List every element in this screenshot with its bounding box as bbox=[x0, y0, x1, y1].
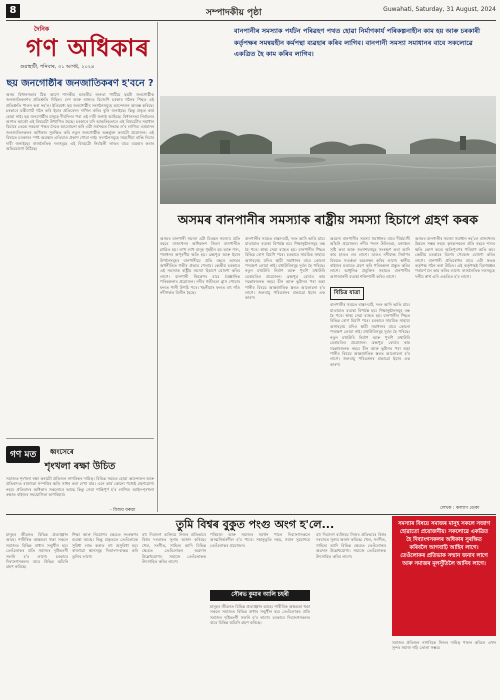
bottom-text-2: শিক্ষা আৰু নিয়োগৰ ক্ষেত্ৰত সংৰক্ষণৰ ব্যৱস্থা আছে। কিন্তু প্ৰকৃততে তেওঁলোকে সুবিধা লাভ কৰাত বহু অসুবিধা হয়। ৰাজহুৱা স্থানসমূহ দিব্যাংগ-বান্ধৱ কৰি তুলিব লাগে। bbox=[72, 532, 138, 559]
column-rule bbox=[157, 22, 158, 512]
bottom-text-1: মানুহৰ জীৱনত বিভিন্ন প্ৰত্যাহ্বান আহে। শাৰীৰিক অক্ষমতা থকা সকলে সমাজত বিভিন্ন বাধাৰ সন্মুখীন হয়। তেওঁলোকৰ প্ৰতি সমাজৰ দৃষ্টিভংগী সলনি হ'ব লাগে। চৰকাৰে দিব্যাংগসকলৰ বাবে বিভিন্ন আঁচনি গ্ৰহণ কৰিছে। bbox=[6, 532, 68, 570]
main-article-text-4: অসমৰ বানপানীৰ সমস্যা সমাধান নহ'লে ৰাজ্যখনৰ উন্নয়ন সম্ভৱ নহয়। কৃষকসকলে প্ৰতি বছৰে শস্যৰ ক্ষতি ভোগ কৰে। ক্ষতিপূৰণৰ পৰিমাণ অতি কম। কেন্দ্ৰীয় চৰকাৰে বিশেষ পেকেজ ঘোষণা কৰিব লাগে। বানপানী প্ৰতিৰোধৰ বাবে এটা স্বতন্ত্ৰ কৰ্তৃপক্ষ গঠন কৰা উচিত। এই কৰ্তৃপক্ষই বিশেষজ্ঞৰ পৰামৰ্শ লৈ কাম কৰিব লাগে। ৰাজনৈতিক দলসমূহে দলীয় স্বাৰ্থ এৰি একত্ৰিত হ'ব লাগে। bbox=[415, 236, 495, 279]
bottom-headline: তুমি বিশ্বৰ বুকুত পংগু অংগ হ'লে... bbox=[175, 518, 335, 531]
main-article-text-3: অৱশ্যে বানপানীৰ সমস্যা সমাধানৰ বাবে দীৰ্ঘম্যাদী আঁচনি প্ৰয়োজন। নদীৰ পলস উলিওৱা, বনাঞ্চল সৃষ্টি কৰা আৰু জলাশয়সমূহ সংৰক্ষণ কৰা আদি কাম হাতত লব লাগে। ডাঙৰ নদীবান্ধ নিৰ্মাণৰ বিষয়ত সতৰ্কতা অৱলম্বন কৰিব লাগে। স্থানীয় ৰাইজৰ মতামত গ্ৰহণ কৰি পৰিকল্পনা প্ৰস্তুত কৰিব লাগে। আধুনিক প্ৰযুক্তিৰ সহায়ত বানপানীৰ আগজাননী ব্যৱস্থা শক্তিশালী কৰিব লাগে। bbox=[330, 236, 410, 279]
masthead-kicker: দৈনিক bbox=[34, 26, 50, 33]
page-number: 8 bbox=[6, 4, 20, 18]
bottom-text-3: বহু দিব্যাংগ ব্যক্তিয়ে নিজৰ প্ৰতিভাৰে বিশ্বৰ দৰবাৰত সুনাম অৰ্জন কৰিছে। খেল, সংগীত, সাহিত্য আদি বিভিন্ন ক্ষেত্ৰত তেওঁলোকৰ অৱদান উল্লেখযোগ্য। সমাজে তেওঁলোকক উৎসাহিত কৰিব লাগে। bbox=[142, 532, 206, 565]
side-highlight-box bbox=[392, 516, 496, 636]
bottom-col-2 bbox=[72, 532, 138, 696]
masthead-logo: গণ অধিকাৰ bbox=[26, 33, 150, 62]
bottom-col-1 bbox=[6, 532, 68, 696]
gana-mat-label: ধ্বংসেৰে bbox=[50, 448, 74, 456]
main-article-text-1: অসমৰ বানপানী সমস্যা এটা চিৰন্তন সমস্যা। প্ৰতি বছৰে ৰাজ্যখনৰ অধিকাংশ জিলা বানপানীত প্লাৱিত হয়। লাখ লাখ মানুহ গৃহহীন হয় আৰু শস্য, পশুধনৰ অপূৰণীয় ক্ষতি হয়। ব্ৰহ্মপুত্ৰ আৰু ইয়াৰ উপনৈসমূহৰ বানপানীয়ে প্ৰতি বছৰে অসমৰ অৰ্থনীতিত গভীৰ প্ৰভাৱ পেলায়। কেন্দ্ৰীয় চৰকাৰে এই সমস্যাক ৰাষ্ট্ৰীয় সমস্যা হিচাপে ঘোষণা কৰিব লাগে। বানপানী নিয়ন্ত্ৰণৰ বাবে বৈজ্ঞানিক পৰিকল্পনাৰ প্ৰয়োজন। নদীৰ গভীৰতা হ্ৰাস পোৱাৰ ফলত পানী উপচি পৰে। খহনীয়াৰ ফলত বহু গাঁও নদীগৰ্ভত বিলীন হৈছে। bbox=[160, 236, 240, 296]
editorial-title: ছয় জনগোষ্ঠীৰ জনজাতিকৰণ হ'বনে ? bbox=[6, 78, 154, 89]
masthead-date: গুৱাহাটী, শনিবাৰ, ৩১ আগষ্ট, ২০২৪ bbox=[20, 64, 95, 70]
gana-mat-title: শৃংখলা ৰক্ষা উচিত bbox=[44, 461, 116, 472]
page-header bbox=[6, 4, 496, 18]
section-title: সম্পাদকীয় পৃষ্ঠা bbox=[206, 8, 262, 18]
bottom-col-3 bbox=[142, 532, 206, 696]
side-footnote-text: সমাজৰ প্ৰতিজন নাগৰিকে নিজৰ দায়িত্ব পালন কৰিলে এখন সুন্দৰ সমাজ গঢ়ি তোলা সম্ভৱ। bbox=[392, 640, 496, 651]
side-highlight-text: সমস্যাৰ বিষয়ে সমাজৰ মানুহ সকলে সজাগ হোৱাতো প্ৰয়োজনীয়। সকলোৱে একত্ৰিত হৈ দিব্যাংগসকলৰ অধিকাৰ সুৰক্ষিত কৰিবলৈ আগবাঢ়ি আহিব লাগে। তেওঁলোকৰ প্ৰতিভাক সন্মান জনাব লাগে আৰু সমাজৰ মূলসুঁতিলৈ আনিব লাগে। bbox=[397, 521, 491, 567]
dateline: Guwahati, Saturday, 31 August, 2024 bbox=[383, 6, 496, 13]
editorial bbox=[6, 78, 154, 438]
gana-mat-logo: গণ মত bbox=[6, 446, 40, 463]
gana-mat-writer: - বিজয় বৰুৱা bbox=[110, 508, 136, 513]
editorial-body: অসম বিধানসভাৰ ঠিক আগে শাসকীয় ভাৰতীয় জনতা পাৰ্টিয়ে ছয়টা জনগোষ্ঠীক জনজাতিকৰণৰ প্ৰতিশ্ৰুতি দিছিল। দেশ আৰু ৰাজ্যত বিজেপি চৰকাৰ গঠনৰ পিছত এই প্ৰতিশ্ৰুতি পালন কৰা নহ'ল। ইতিমধ্যে ছয় জনগোষ্ঠীৰ সংগঠনসমূহে আন্দোলন আৰম্ভ কৰিছে। চৰকাৰে মন্ত্ৰীগোট গঠন কৰি ইয়াৰ প্ৰতিবেদন দাখিল কৰিব বুলি জনাইছে। কিন্তু প্ৰকৃত কাৰ্য হোৱা নাই। ছয় জনগোষ্ঠীৰ মানুহে দীৰ্ঘদিনৰ পৰা এই দাবী জনাই আহিছে। বিধানসভা নিৰ্বাচনৰ আগত আকৌ এই বিষয়টো উত্থাপিত হৈছে। চৰকাৰে যদি আন্তৰিকতাৰে এই বিষয়টোৰ সমাধান বিচাৰে তেন্তে সকলো পক্ষৰ সৈতে আলোচনা কৰি এটা সৰ্বসন্মত সিদ্ধান্ত ল'ব লাগিব। বৰ্তমানৰ জনজাতিসকলৰ অধিকাৰ সুৰক্ষিত কৰি নতুন জনগোষ্ঠীক অন্তৰ্ভুক্ত কৰাটো প্ৰয়োজন। এই বিষয়ত চৰকাৰৰ স্পষ্ট অৱস্থান এতিয়াও প্ৰকাশ পোৱা নাই। সংগঠনসমূহে সময়সীমা বান্ধি দিয়াৰ দাবী জনাইছে। ৰাজনৈতিক দলসমূহে এই বিষয়টো নিৰ্বাচনী লাভৰ বাবে ব্যৱহাৰ কৰাৰ অভিযোগো উঠিছে। bbox=[6, 92, 154, 152]
divider bbox=[6, 438, 154, 439]
bottom-text-5: মানুহৰ জীৱনত বিভিন্ন প্ৰত্যাহ্বান আহে। শাৰীৰিক অক্ষমতা থকা সকলে সমাজত বিভিন্ন বাধাৰ সন্মুখীন হয়। তেওঁলোকৰ প্ৰতি সমাজৰ দৃষ্টিভংগী সলনি হ'ব লাগে। চৰকাৰে দিব্যাংগসকলৰ বাবে বিভিন্ন আঁচনি গ্ৰহণ কৰিছে। bbox=[210, 604, 310, 626]
pull-quote-text: বানপানীৰ সমস্যাক পৰ্যটন পৰিৱহণ পথত হোৱা নিৰ্মাণকাৰ্য পৰিকল্পনাহীন কাম হয় আৰু চৰকাৰী কৰ্তৃপক্ষৰ সমন্বয়হীন কৰ্মপন্থা ব্যৱহাৰ কৰিব লাগিব। বানপানী সমস্যা সমাধানৰ বাবে সকলোৱে একত্ৰিত হৈ কাম কৰিব লাগিব। bbox=[234, 27, 481, 59]
main-article-text-2: বানপানীৰ সময়ত ৰাস্তা-ঘাট, দলং আদি ভাঙি যায়। যাতায়াত ব্যৱস্থা বিপৰ্যস্ত হয়। শিক্ষানুষ্ঠানসমূহ বন্ধ হৈ পৰে। স্বাস্থ্য সেৱা ব্যাহত হয়। বানপানীৰ পিছত বিভিন্ন ৰোগ বিয়পি পৰে। চৰকাৰে সাময়িক সাহায্য আগবঢ়ায় যদিও স্থায়ী সমাধানৰ বাবে কোনো পদক্ষেপ লোৱা নাই। মথাউৰিসমূহ দুৰ্বল হৈ পৰিছে। নতুন মথাউৰি নিৰ্মাণ আৰু পুৰণি মথাউৰি মেৰামতিৰ প্ৰয়োজন। ব্ৰহ্মপুত্ৰ বোৰ্ডৰ কাম সন্তোষজনক নহয়। চীন আৰু ভূটানৰ পৰা অহা পানীৰ বিষয়ে আন্তৰ্জাতিক স্তৰত আলোচনা হ'ব লাগে। জলবায়ু পৰিৱৰ্তনৰ প্ৰভাৱো ইয়াৰ এক কাৰণ। bbox=[245, 236, 325, 301]
gana-mat-body: সমাজত শৃংখলা ৰক্ষা কৰাটো প্ৰতিজন নাগৰিকৰ দায়িত্ব। বিভিন্ন সময়ত হোৱা আন্দোলন আৰু প্ৰতিবাদত ৰাজহুৱা সম্পত্তিৰ ক্ষতি সাধন কৰা দেখা যায়। এনে কাৰ্য কোনো পধ্যেই গ্ৰহণযোগ্য নহয়। প্ৰতিবাদৰ অধিকাৰ সকলোৰে আছে কিন্তু সেয়া শান্তিপূৰ্ণ হ'ব লাগিব। আইন-শৃংখলা ৰক্ষাত ৰাইজৰ সহযোগিতা অপৰিহাৰ্য। bbox=[6, 476, 154, 498]
main-article-text-3b: বানপানীৰ সময়ত ৰাস্তা-ঘাট, দলং আদি ভাঙি যায়। যাতায়াত ব্যৱস্থা বিপৰ্যস্ত হয়। শিক্ষানুষ্ঠানসমূহ বন্ধ হৈ পৰে। স্বাস্থ্য সেৱা ব্যাহত হয়। বানপানীৰ পিছত বিভিন্ন ৰোগ বিয়পি পৰে। চৰকাৰে সাময়িক সাহায্য আগবঢ়ায় যদিও স্থায়ী সমাধানৰ বাবে কোনো পদক্ষেপ লোৱা নাই। মথাউৰিসমূহ দুৰ্বল হৈ পৰিছে। নতুন মথাউৰি নিৰ্মাণ আৰু পুৰণি মথাউৰি মেৰামতিৰ প্ৰয়োজন। ব্ৰহ্মপুত্ৰ বোৰ্ডৰ কাম সন্তোষজনক নহয়। চীন আৰু ভূটানৰ পৰা অহা পানীৰ বিষয়ে আন্তৰ্জাতিক স্তৰত আলোচনা হ'ব লাগে। জলবায়ু পৰিৱৰ্তনৰ প্ৰভাৱো ইয়াৰ এক কাৰণ। bbox=[330, 302, 410, 367]
gana-mat-section bbox=[6, 442, 154, 512]
bottom-col-4 bbox=[210, 532, 310, 588]
main-article-subhead: বিচিত্ৰ যাত্ৰা bbox=[330, 287, 364, 300]
bottom-separator bbox=[6, 514, 496, 515]
main-headline: অসমৰ বানপানীৰ সমস্যাক ৰাষ্ট্ৰীয় সমস্যা হিচাপে গ্ৰহণ কৰক bbox=[177, 212, 479, 227]
flood-photo bbox=[160, 96, 496, 204]
masthead bbox=[6, 24, 156, 74]
bottom-col-5 bbox=[210, 604, 310, 696]
flood-photo-illustration bbox=[160, 96, 496, 204]
header-rule bbox=[6, 20, 496, 21]
bottom-text-4: পৰিয়াল আৰু সমাজৰ সমৰ্থন পালে দিব্যাংগসকলে আত্মনিৰ্ভৰশীল হ'ব পাৰে। সহানুভূতি নহয়, সমান সুযোগহে তেওঁলোকৰ প্ৰয়োজন। bbox=[210, 532, 310, 548]
bottom-text-6: বহু দিব্যাংগ ব্যক্তিয়ে নিজৰ প্ৰতিভাৰে বিশ্বৰ দৰবাৰত সুনাম অৰ্জন কৰিছে। খেল, সংগীত, সাহিত্য আদি বিভিন্ন ক্ষেত্ৰত তেওঁলোকৰ অৱদান উল্লেখযোগ্য। সমাজে তেওঁলোকক উৎসাহিত কৰিব লাগে। bbox=[316, 532, 386, 559]
main-article-writer: লেখক : কল্যাণ ডেকা bbox=[440, 506, 480, 511]
bottom-col-6 bbox=[316, 532, 386, 696]
side-footnote bbox=[392, 640, 496, 696]
bottom-subhead: সৌৰভ কুমাৰ আলি চহৰী bbox=[210, 590, 310, 601]
pull-quote bbox=[230, 22, 496, 94]
